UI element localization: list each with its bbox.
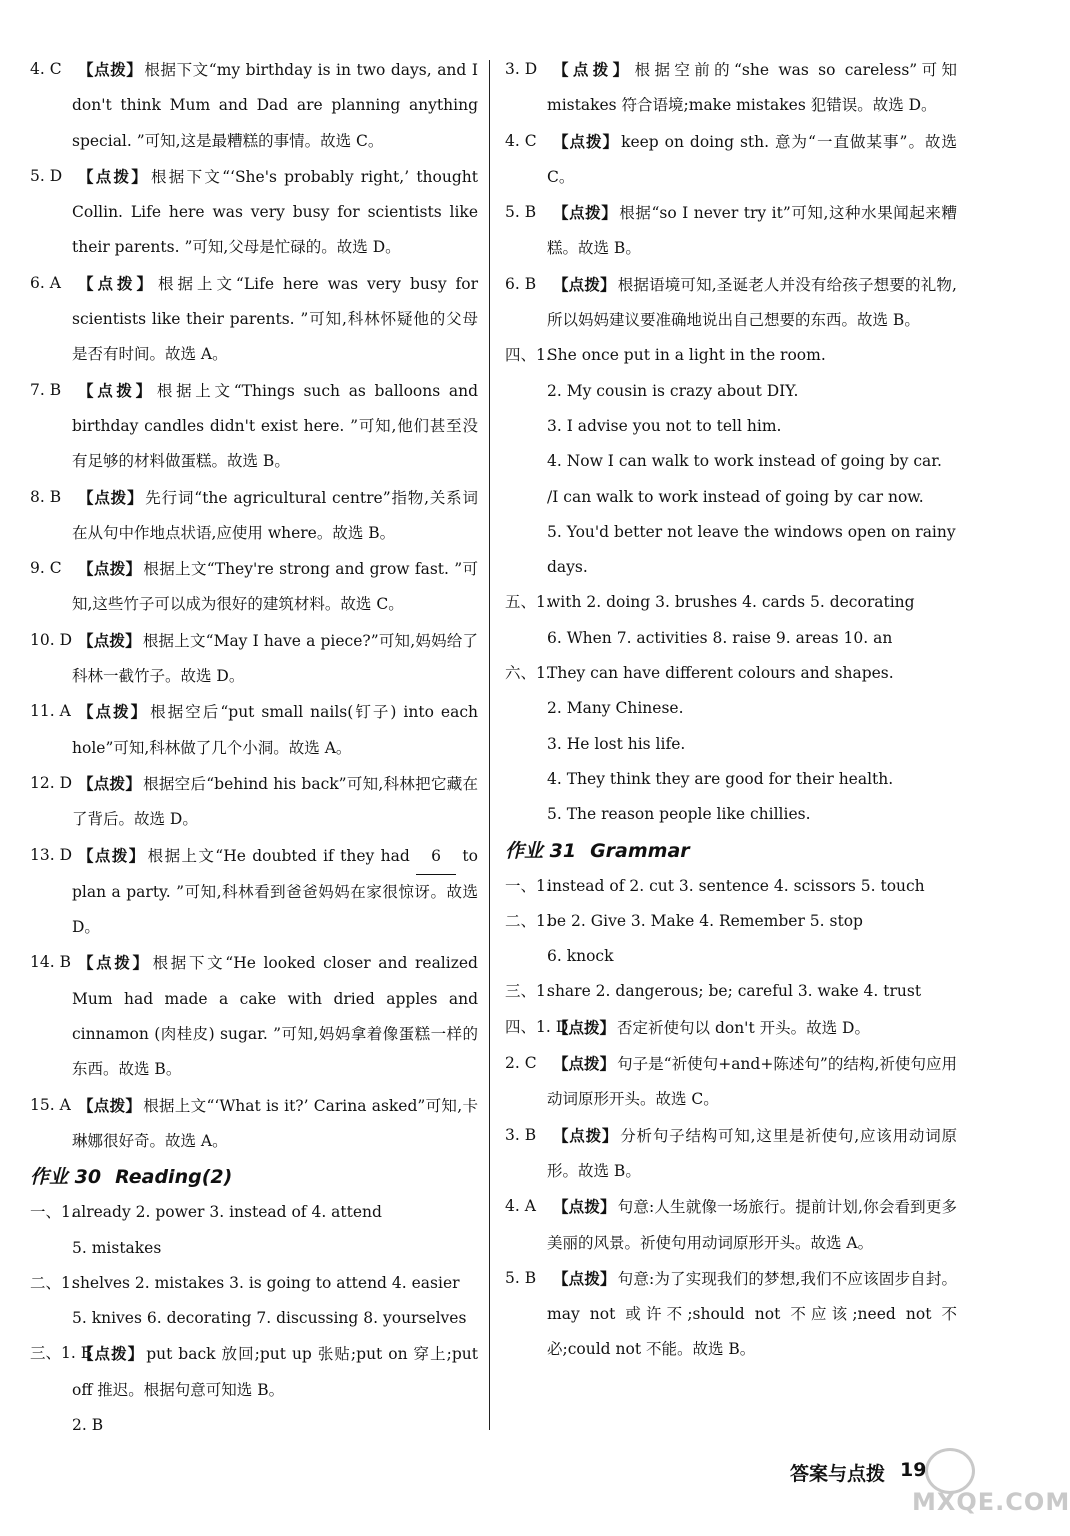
answer-text: 5. You'd better not leave the windows open on rainy days. xyxy=(547,522,956,577)
answer-text: 2. My cousin is crazy about DIY. xyxy=(547,381,799,400)
hint-tag: 【点拨】 xyxy=(78,559,142,579)
hint-text: keep on doing sth. 意为“一直做某事”。故选 C。 xyxy=(547,132,957,186)
answer-text: 5. mistakes xyxy=(72,1238,162,1257)
hint-text: 根据空前的“she was so careless”可知 mistakes 符合语境;make mistakes 犯错误。故选 D。 xyxy=(547,61,957,115)
answer-text: 5. The reason people like chillies. xyxy=(547,805,811,824)
hint-tag: 【点拨】 xyxy=(78,166,150,186)
answer-text: 2. Many Chinese. xyxy=(547,699,684,718)
answer-item xyxy=(505,195,957,267)
hint-text: 根据下文“‘She's probably right,’ thought Collin. Life here was very busy for scientists like their parents. ”可知,父母是忙碌的。故选 D。 xyxy=(72,167,478,257)
answer-item xyxy=(505,1189,957,1261)
answer-item xyxy=(30,1088,478,1160)
hint-tag: 【点拨】 xyxy=(78,380,155,400)
answer-item xyxy=(30,623,478,695)
hint-tag: 【点拨】 xyxy=(78,630,141,650)
answer-text: 5. knives 6. decorating 7. discussing 8. yourselves xyxy=(72,1309,467,1328)
hint-tag: 【点拨】 xyxy=(553,203,618,223)
hint-tag: 【点拨】 xyxy=(78,953,151,973)
answer-item xyxy=(30,551,478,623)
hint-tag: 【点拨】 xyxy=(553,1054,616,1074)
answer-item xyxy=(505,1010,957,1046)
hint-text: 根据“so I never try it”可知,这种水果闻起来糟糕。故选 B。 xyxy=(547,204,957,258)
item-number: 10. D xyxy=(30,630,73,649)
hint-text: 根据上文“‘What is it?’ Carina asked”可知,卡琳娜很好奇。故选 A。 xyxy=(72,1096,478,1150)
hint-text: 句意:人生就像一场旅行。提前计划,你会看到更多美丽的风景。祈使句用动词原形开头。故选 A。 xyxy=(547,1198,957,1252)
section-title-name: Reading(2) xyxy=(115,1166,233,1189)
answer-line xyxy=(505,797,957,832)
answer-line xyxy=(505,409,957,444)
answer-item xyxy=(30,480,478,552)
hint-tag: 【点拨】 xyxy=(553,1017,616,1037)
hint-text: 先行词“the agricultural centre”指物,关系词在从句中作地点状语,应使用 where。故选 B。 xyxy=(72,488,478,542)
item-number: 3. D xyxy=(505,60,538,78)
hint-text: 根据下文“my birthday is in two days, and I don't think Mum and Dad are planning anything special. ”可知,这是最糟糕的事情。故选 C。 xyxy=(72,61,478,150)
item-number: 11. A xyxy=(30,702,71,721)
hint-tag: 【点拨】 xyxy=(78,273,156,293)
hint-tag: 【点拨】 xyxy=(553,1197,616,1217)
hint-tag: 【点拨】 xyxy=(78,1095,142,1115)
hint-text: 根据上文“Things such as balloons and birthday candles didn't exist here. ”可知,他们甚至没有足够的材料做蛋糕。故选 B。 xyxy=(72,381,478,471)
answer-line xyxy=(505,444,957,515)
answer-text: 4. They think they are good for their health. xyxy=(547,769,894,788)
page-number: 19 xyxy=(900,1459,927,1481)
answer-item xyxy=(30,1336,478,1408)
hint-text: 根据上文“May I have a piece?”可知,妈妈给了科林一截竹子。故选 D。 xyxy=(72,631,478,686)
answer-item xyxy=(30,694,478,766)
answer-item xyxy=(30,159,478,266)
hint-tag: 【点拨】 xyxy=(553,274,616,294)
answer-line xyxy=(30,1266,478,1301)
answer-item xyxy=(505,52,957,124)
item-number: 4. C xyxy=(505,131,537,150)
hint-text: 根据上文“They're strong and grow fast. ”可知,这些竹子可以成为很好的建筑材料。故选 C。 xyxy=(72,560,478,614)
answer-line xyxy=(505,621,957,656)
footer-label: 答案与点拨 xyxy=(790,1463,886,1485)
answer-line xyxy=(30,1408,478,1443)
answer-text: She once put in a light in the room. xyxy=(547,346,826,365)
hint-text: 分析句子结构可知,这里是祈使句,应该用动词原形。故选 B。 xyxy=(547,1126,957,1180)
answer-text: 6. When 7. activities 8. raise 9. areas 10. an xyxy=(547,628,893,647)
answer-line xyxy=(505,374,957,409)
item-number: 7. B xyxy=(30,380,62,399)
hint-tag: 【点拨】 xyxy=(553,1125,619,1145)
hint-tag: 【点拨】 xyxy=(78,487,144,507)
hint-tag: 【点拨】 xyxy=(553,131,620,151)
hint-text: 根据下文“He looked closer and realized Mum had made a cake with dried apples and cinnamon (肉桂皮) sugar. ”可知,妈妈拿着像蛋糕一样的东西。故选 B。 xyxy=(72,954,478,1079)
item-number: 13. D xyxy=(30,845,73,864)
blank-marker: 6 xyxy=(416,839,456,875)
hint-text: 句意:为了实现我们的梦想,我们不应该固步自封。may not 或许不;should not 不应该;need not 不必;could not 不能。故选 B。 xyxy=(547,1269,957,1359)
answer-line xyxy=(505,869,957,904)
hint-tag: 【点拨】 xyxy=(553,1268,616,1288)
item-number: 8. B xyxy=(30,487,62,506)
answer-line xyxy=(505,727,957,762)
right-column xyxy=(505,52,957,1368)
item-number: 一、1. xyxy=(30,1203,76,1222)
hint-text: 根据语境可知,圣诞老人并没有给孩子想要的礼物,所以妈妈建议要准确地说出自己想要的东西。故选 B。 xyxy=(547,275,957,330)
hint-tag: 【点拨】 xyxy=(78,773,142,793)
item-number: 5. D xyxy=(30,166,63,185)
hint-text: 根据上文“Life here was very busy for scientists like their parents. ”可知,科林怀疑他的父母是否有时间。故选 A。 xyxy=(72,274,478,364)
answer-line xyxy=(505,585,957,620)
answer-item xyxy=(30,373,478,480)
hint-text: 否定祈使句以 don't 开头。故选 D。 xyxy=(617,1018,870,1037)
item-number: 五、1. xyxy=(505,593,551,612)
hint-tag: 【点拨】 xyxy=(78,702,149,722)
answer-item xyxy=(30,266,478,373)
answer-line xyxy=(505,939,957,974)
answer-item xyxy=(505,1046,957,1118)
answer-text: with 2. doing 3. brushes 4. cards 5. decorating xyxy=(547,593,915,612)
answer-item xyxy=(505,1261,957,1368)
hint-text: 句子是“祈使句+and+陈述句”的结构,祈使句应用动词原形开头。故选 C。 xyxy=(547,1055,957,1109)
item-number: 一、1. xyxy=(505,876,551,895)
item-number: 3. B xyxy=(505,1125,537,1144)
section-title xyxy=(505,833,957,869)
item-number: 12. D xyxy=(30,773,73,792)
item-number: 二、1. xyxy=(30,1273,76,1292)
watermark-text: MXQE.COM xyxy=(912,1488,1070,1516)
answer-line xyxy=(30,1301,478,1336)
answer-line xyxy=(505,338,957,373)
item-number: 三、1. xyxy=(505,982,551,1001)
answer-text: already 2. power 3. instead of 4. attend xyxy=(72,1203,382,1222)
answer-item xyxy=(505,124,957,196)
item-number: 6. B xyxy=(505,274,537,293)
hint-text: 根据空后“put small nails(钉子) into each hole”可知,科林做了几个小洞。故选 A。 xyxy=(72,703,478,757)
hint-tag: 【点拨】 xyxy=(78,60,143,79)
item-number: 15. A xyxy=(30,1095,71,1114)
answer-item xyxy=(30,838,478,946)
answer-item xyxy=(30,52,478,159)
answer-text: 4. Now I can walk to work instead of going by car. /I can walk to work instead of going by car now. xyxy=(547,452,942,506)
answer-text: shelves 2. mistakes 3. is going to attend 4. easier xyxy=(72,1273,460,1292)
answer-item xyxy=(30,945,478,1087)
answer-line xyxy=(30,1231,478,1266)
item-number: 四、1. D xyxy=(505,1017,569,1036)
hint-text: to plan a party. ”可知,科林看到爸爸妈妈在家很惊讶。故选 D。 xyxy=(72,846,478,937)
hint-text: put back 放回;put up 张贴;put on 穿上;put off 推迟。根据句意可知选 B。 xyxy=(72,1345,478,1399)
hint-tag: 【点拨】 xyxy=(553,60,633,79)
column-divider xyxy=(489,60,490,1430)
answer-line xyxy=(505,904,957,939)
hint-tag: 【点拨】 xyxy=(78,1344,145,1364)
hint-text: 根据空后“behind his back”可知,科林把它藏在了背后。故选 D。 xyxy=(72,774,478,829)
item-number: 二、1. xyxy=(505,911,551,930)
answer-text: instead of 2. cut 3. sentence 4. scissors 5. touch xyxy=(547,876,925,895)
item-number: 5. B xyxy=(505,1268,537,1287)
answer-line xyxy=(505,974,957,1009)
left-column xyxy=(30,52,478,1443)
item-number: 4. C xyxy=(30,60,62,78)
item-number: 四、1. xyxy=(505,346,551,365)
answer-line xyxy=(505,762,957,797)
answer-text: share 2. dangerous; be; careful 3. wake 4. trust xyxy=(547,982,922,1001)
answer-line xyxy=(30,1195,478,1230)
answer-item xyxy=(30,766,478,838)
answer-line xyxy=(505,515,957,586)
answer-item xyxy=(505,1118,957,1190)
item-number: 三、1. B xyxy=(30,1344,93,1363)
answer-line xyxy=(505,656,957,691)
answer-text: They can have different colours and shapes. xyxy=(547,664,894,683)
item-number: 14. B xyxy=(30,953,71,972)
answer-text: 3. He lost his life. xyxy=(547,734,686,753)
answer-text: be 2. Give 3. Make 4. Remember 5. stop xyxy=(547,911,863,930)
item-number: 9. C xyxy=(30,559,62,578)
item-number: 6. A xyxy=(30,273,61,292)
item-number: 2. C xyxy=(505,1054,537,1073)
section-title-number: 作业 30 xyxy=(30,1166,102,1189)
hint-tag: 【点拨】 xyxy=(78,845,146,865)
section-title-number: 作业 31 xyxy=(505,839,577,862)
answer-text: 6. knock xyxy=(547,947,614,966)
section-title xyxy=(30,1159,478,1195)
answer-text: 2. B xyxy=(72,1415,104,1434)
answer-item xyxy=(505,267,957,339)
answer-text: 3. I advise you not to tell him. xyxy=(547,416,782,435)
item-number: 六、1. xyxy=(505,664,551,683)
answer-line xyxy=(505,691,957,726)
item-number: 5. B xyxy=(505,203,537,222)
item-number: 4. A xyxy=(505,1197,536,1216)
section-title-name: Grammar xyxy=(590,839,690,862)
hint-text: 根据上文“He doubted if they had xyxy=(147,846,417,865)
